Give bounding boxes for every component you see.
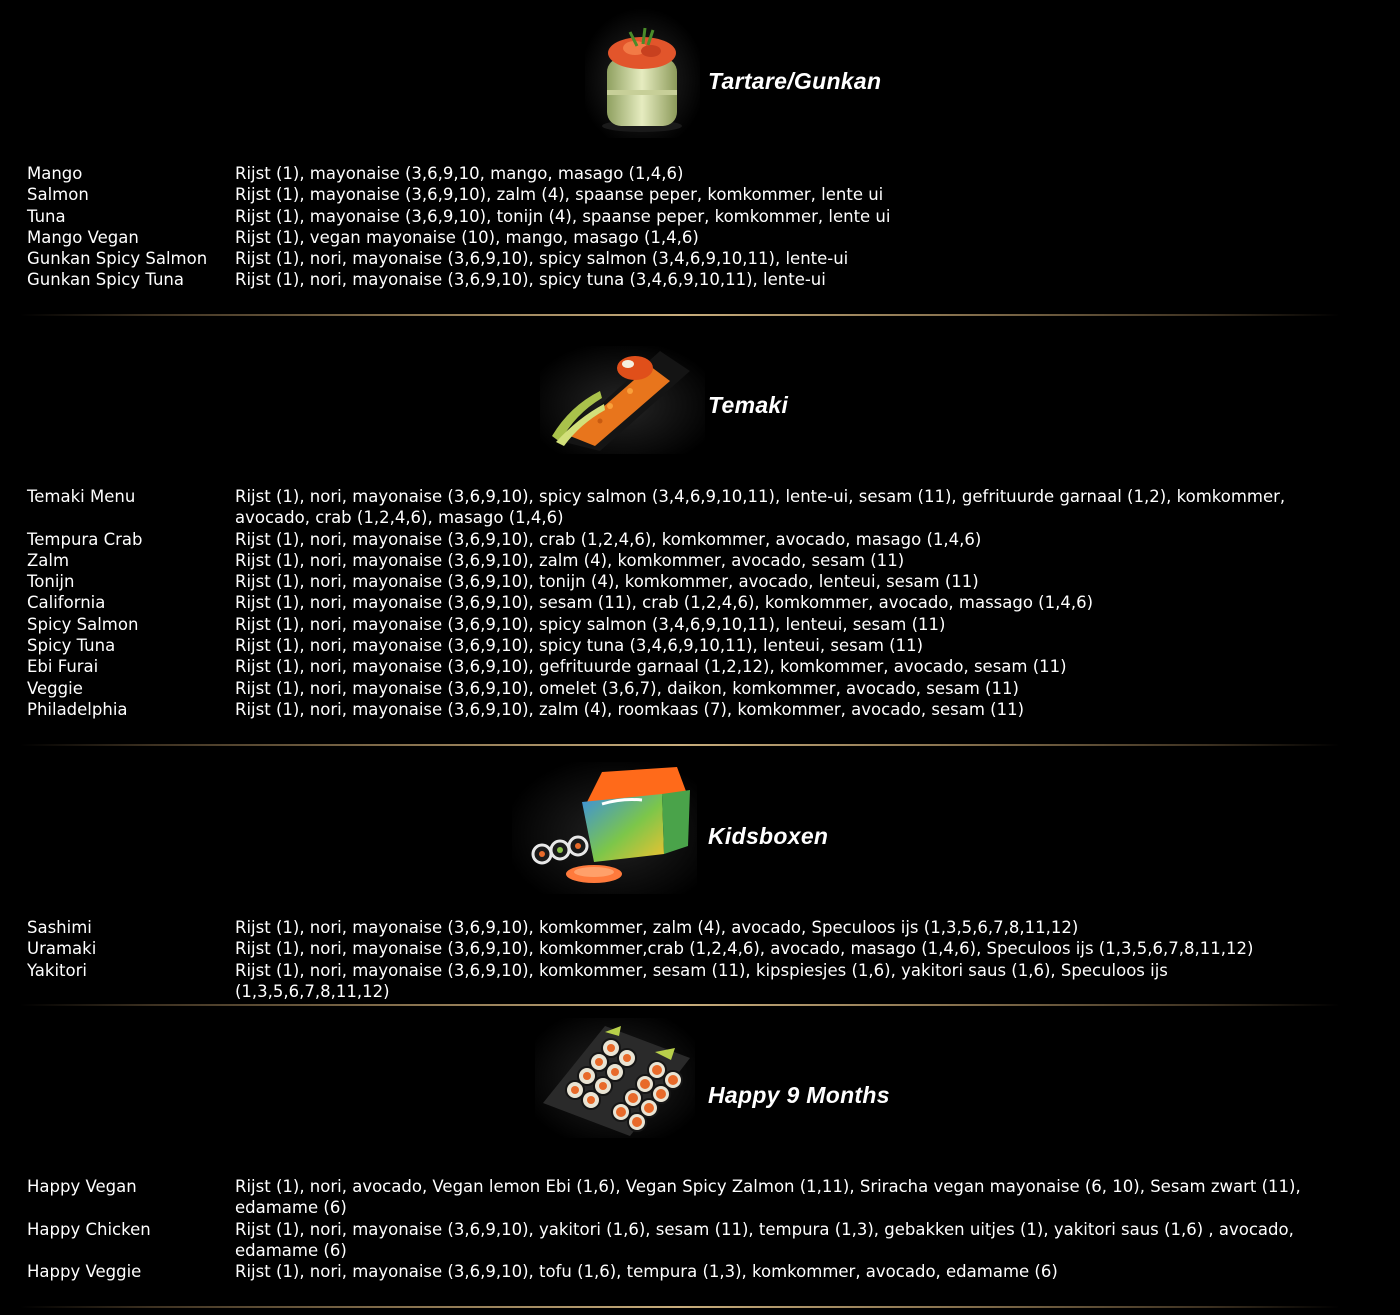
- menu-item: [27, 1176, 1357, 1219]
- item-name: Gunkan Spicy Salmon: [27, 249, 208, 269]
- menu-item: [27, 184, 1357, 205]
- item-name: Sashimi: [27, 918, 92, 937]
- menu-item: [27, 960, 1357, 1003]
- item-name: Tempura Crab: [27, 529, 143, 549]
- item-ingredients: Rijst (1), nori, mayonaise (3,6,9,10), spicy tuna (3,4,6,9,10,11), lente-ui: [235, 270, 826, 290]
- menu-item: [27, 206, 1357, 227]
- menu-item: [27, 1261, 1357, 1282]
- item-name: Mango: [27, 164, 83, 183]
- item-ingredients: Rijst (1), nori, mayonaise (3,6,9,10), komkommer,crab (1,2,4,6), avocado, masago (1,4,6), Speculoos ijs (1,3,5,6,7,8,11,12): [235, 939, 1254, 959]
- item-name: Tuna: [27, 206, 66, 226]
- menu-item: [27, 635, 1357, 656]
- item-ingredients: Rijst (1), nori, mayonaise (3,6,9,10), spicy salmon (3,4,6,9,10,11), lente-ui: [235, 249, 849, 269]
- tartare-gunkan-photo: [585, 8, 700, 138]
- section-divider: [20, 744, 1340, 746]
- menu-item: [27, 1219, 1357, 1262]
- item-name: Veggie: [27, 678, 83, 698]
- menu-item: [27, 248, 1357, 269]
- item-ingredients: Rijst (1), nori, mayonaise (3,6,9,10), gefrituurde garnaal (1,2,12), komkommer, avocado, sesam (11): [235, 657, 1067, 677]
- item-name: Yakitori: [27, 960, 87, 980]
- item-ingredients: Rijst (1), mayonaise (3,6,9,10, mango, masago (1,4,6): [235, 164, 684, 183]
- item-ingredients: Rijst (1), nori, mayonaise (3,6,9,10), sesam (11), crab (1,2,4,6), komkommer, avocado, massago (1,4,6): [235, 593, 1094, 613]
- section-title: Tartare/Gunkan: [708, 68, 882, 94]
- menu-item: [27, 614, 1357, 635]
- menu-list: [27, 1176, 1357, 1282]
- item-ingredients: Rijst (1), mayonaise (3,6,9,10), tonijn (4), spaanse peper, komkommer, lente ui: [235, 206, 891, 226]
- item-name: Happy Veggie: [27, 1262, 142, 1282]
- menu-item: [27, 163, 1357, 184]
- item-ingredients: Rijst (1), nori, mayonaise (3,6,9,10), spicy tuna (3,4,6,9,10,11), lenteui, sesam (11): [235, 636, 924, 656]
- item-name: Spicy Tuna: [27, 636, 116, 656]
- section-divider: [20, 1004, 1340, 1006]
- menu-item: [27, 917, 1357, 938]
- item-name: Mango Vegan: [27, 227, 139, 247]
- item-ingredients: Rijst (1), vegan mayonaise (10), mango, masago (1,4,6): [235, 227, 699, 247]
- menu-list: [27, 163, 1357, 291]
- item-ingredients: Rijst (1), nori, mayonaise (3,6,9,10), komkommer, sesam (11), kipspiesjes (1,6), yakitori saus (1,6), Speculoos ijs (1,3,5,6,7,8,11,12): [235, 960, 1168, 1001]
- item-ingredients: Rijst (1), nori, avocado, Vegan lemon Ebi (1,6), Vegan Spicy Zalmon (1,11), Sriracha vegan mayonaise (6, 10), Sesam zwart (11), edamame (6): [235, 1177, 1301, 1218]
- item-name: California: [27, 593, 106, 613]
- menu-item: [27, 269, 1357, 290]
- kidsbox-photo: [512, 762, 697, 894]
- menu-item: [27, 592, 1357, 613]
- section-title: Temaki: [708, 392, 789, 418]
- item-ingredients: Rijst (1), nori, mayonaise (3,6,9,10), tonijn (4), komkommer, avocado, lenteui, sesam (11): [235, 572, 979, 592]
- item-ingredients: Rijst (1), nori, mayonaise (3,6,9,10), omelet (3,6,7), daikon, komkommer, avocado, sesam (11): [235, 678, 1019, 698]
- item-ingredients: Rijst (1), nori, mayonaise (3,6,9,10), zalm (4), roomkaas (7), komkommer, avocado, sesam (11): [235, 699, 1025, 719]
- item-ingredients: Rijst (1), nori, mayonaise (3,6,9,10), zalm (4), komkommer, avocado, sesam (11): [235, 550, 905, 570]
- item-name: Happy Chicken: [27, 1219, 151, 1239]
- item-ingredients: Rijst (1), nori, mayonaise (3,6,9,10), crab (1,2,4,6), komkommer, avocado, masago (1,4,6): [235, 529, 982, 549]
- item-ingredients: Rijst (1), nori, mayonaise (3,6,9,10), spicy salmon (3,4,6,9,10,11), lente-ui, sesam (11), gefrituurde garnaal (1,2), komkommer, avocado, crab (1,2,4,6), masago (1,4,6): [235, 487, 1286, 528]
- menu-item: [27, 699, 1357, 720]
- menu-item: [27, 227, 1357, 248]
- section-divider: [20, 314, 1340, 316]
- item-name: Ebi Furai: [27, 657, 99, 677]
- item-ingredients: Rijst (1), nori, mayonaise (3,6,9,10), spicy salmon (3,4,6,9,10,11), lenteui, sesam (11): [235, 614, 946, 634]
- item-name: Gunkan Spicy Tuna: [27, 270, 184, 290]
- menu-item: [27, 486, 1357, 529]
- section-title: Kidsboxen: [708, 823, 829, 849]
- item-name: Philadelphia: [27, 699, 128, 719]
- item-ingredients: Rijst (1), mayonaise (3,6,9,10), zalm (4), spaanse peper, komkommer, lente ui: [235, 185, 884, 205]
- menu-item: [27, 938, 1357, 959]
- section-title: Happy 9 Months: [708, 1082, 890, 1108]
- item-name: Salmon: [27, 185, 89, 205]
- item-ingredients: Rijst (1), nori, mayonaise (3,6,9,10), yakitori (1,6), sesam (11), tempura (1,3), gebakken uitjes (1), yakitori saus (1,6) , avocado, edamame (6): [235, 1219, 1294, 1260]
- item-name: Uramaki: [27, 939, 97, 959]
- temaki-photo: [540, 346, 705, 454]
- item-name: Happy Vegan: [27, 1177, 137, 1196]
- item-name: Zalm: [27, 550, 70, 570]
- menu-item: [27, 550, 1357, 571]
- menu-item: [27, 529, 1357, 550]
- menu-item: [27, 678, 1357, 699]
- menu-list: [27, 917, 1357, 1002]
- section-divider: [20, 1306, 1340, 1308]
- item-name: Tonijn: [27, 572, 75, 592]
- sushi-platter-photo: [535, 1018, 695, 1138]
- item-name: Temaki Menu: [27, 487, 136, 506]
- menu-item: [27, 656, 1357, 677]
- menu-list: [27, 486, 1357, 720]
- item-ingredients: Rijst (1), nori, mayonaise (3,6,9,10), tofu (1,6), tempura (1,3), komkommer, avocado, edamame (6): [235, 1262, 1058, 1282]
- item-ingredients: Rijst (1), nori, mayonaise (3,6,9,10), komkommer, zalm (4), avocado, Speculoos ijs (1,3,5,6,7,8,11,12): [235, 918, 1079, 937]
- item-name: Spicy Salmon: [27, 614, 139, 634]
- menu-item: [27, 571, 1357, 592]
